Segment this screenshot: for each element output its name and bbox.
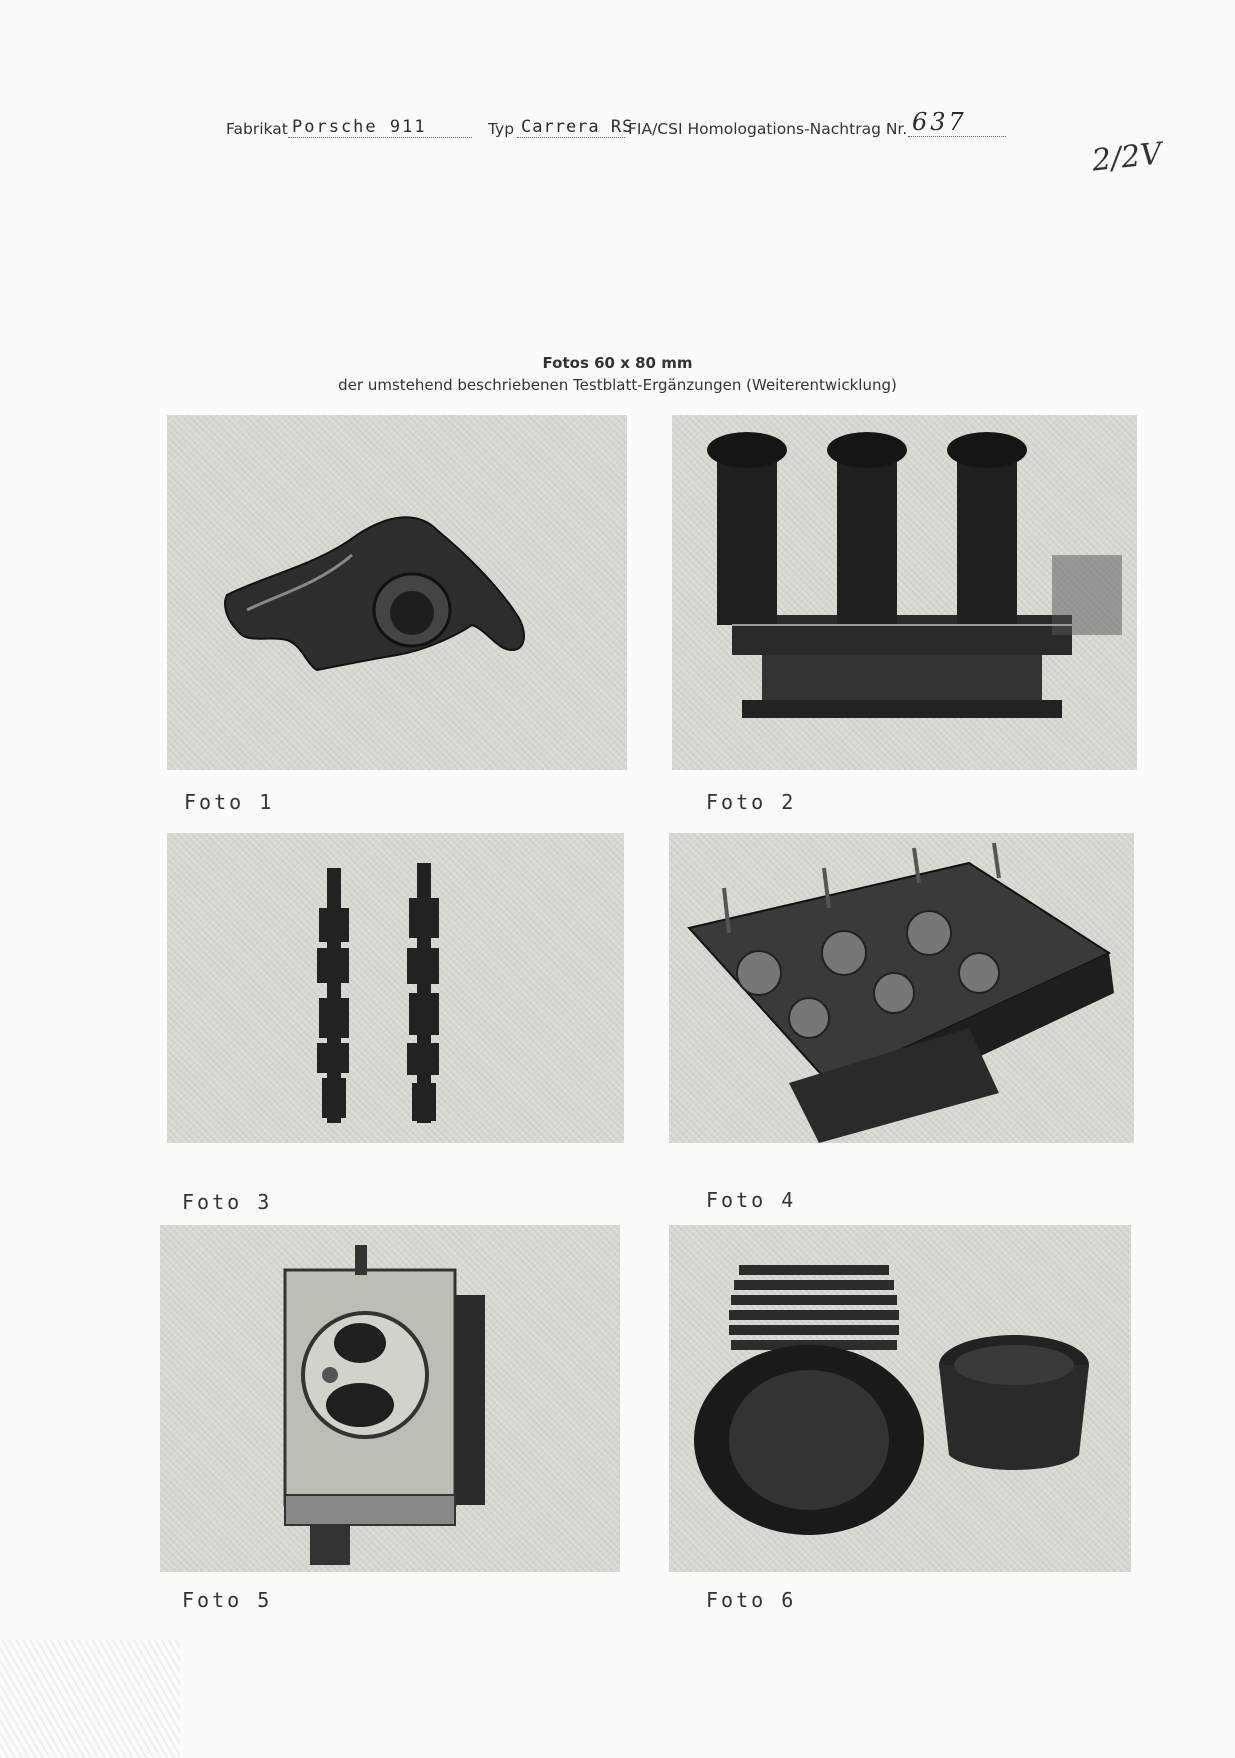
cylinder-and-piston-image [669, 1225, 1131, 1572]
photo-2-label: Foto 2 [706, 790, 797, 814]
fabrikat-label: Fabrikat [226, 120, 288, 138]
handwritten-note: 2/2V [1090, 136, 1164, 179]
typ-label: Typ [488, 120, 515, 138]
caption-title: Fotos 60 x 80 mm [542, 354, 693, 372]
photo-4-cylinder-head-assembly [669, 833, 1134, 1143]
photo-2-intake-manifold [672, 415, 1137, 770]
scan-noise [0, 1640, 180, 1758]
fabrikat-value: Porsche 911 [288, 117, 472, 138]
photo-6-label: Foto 6 [706, 1588, 797, 1612]
photo-1-rocker-arm [167, 415, 627, 770]
camshafts-image [167, 833, 624, 1143]
intake-manifold-image [672, 415, 1137, 770]
cylinder-head-image [160, 1225, 620, 1572]
document-header [226, 108, 1146, 152]
photo-1-label: Foto 1 [184, 790, 275, 814]
photo-6-cylinder-and-piston [669, 1225, 1131, 1572]
photo-5-label: Foto 5 [182, 1588, 273, 1612]
photo-3-camshafts [167, 833, 624, 1143]
caption-subtitle: der umstehend beschriebenen Testblatt-Ergänzungen (Weiterentwicklung) [338, 376, 897, 394]
photo-5-cylinder-head [160, 1225, 620, 1572]
cylinder-head-assembly-image [669, 833, 1134, 1143]
photo-3-label: Foto 3 [182, 1190, 273, 1214]
rocker-arm-image [167, 415, 627, 770]
photo-4-label: Foto 4 [706, 1188, 797, 1212]
homologation-label: FIA/CSI Homologations-Nachtrag Nr. [628, 120, 908, 138]
homologation-number: 637 [908, 108, 1006, 137]
typ-value: Carrera RS [517, 117, 625, 138]
